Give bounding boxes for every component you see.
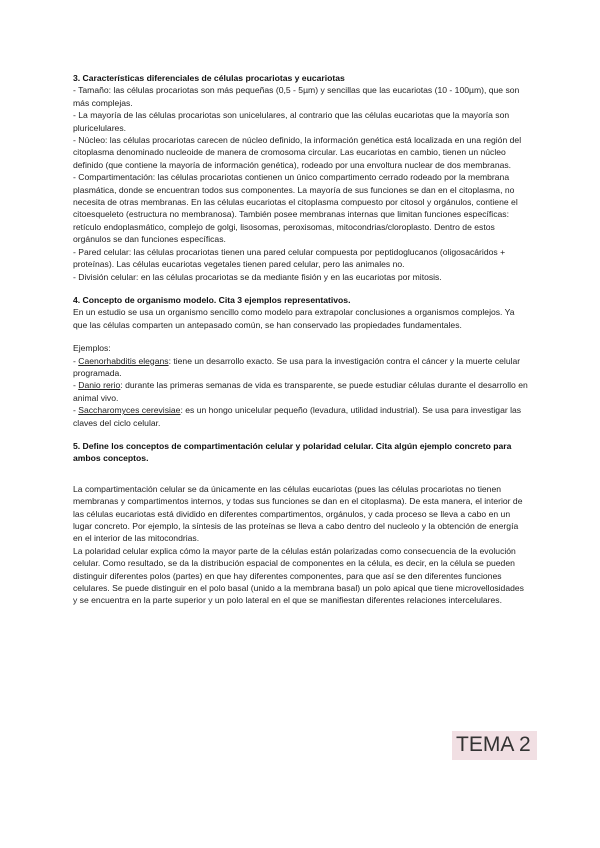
example-text: : es un hongo unicelular pequeño (levadura, utilidad industrial). Se usa para investigar las claves del ciclo celular. <box>73 405 522 428</box>
s3-item-compartments: - Compartimentación: las células procariotas contienen un único compartimento cerrado rodeado por la membrana plasmática, donde se encuentran todos sus componentes. La mayoría de sus funciones se dan en el citoplasma, no necesita de otras membranas. En las células eucariotas el citoplasma compuesto por citosol y orgánulos, contiene el citoesqueleto (estructura no membranosa). También posee membranas internas que limitan funciones específicas: retículo endoplasmático, complejo de golgi, lisosomas, peroxisomas, mitocondrias/cloroplasto. Dentro de estos orgánulos se dan funciones específicas. <box>73 172 518 245</box>
species-name: Caenorhabditis elegans <box>78 355 169 366</box>
s5-polarity-paragraph: La polaridad celular explica cómo la mayor parte de la células están polarizadas como consecuencia de la evolución celular. Como resultado, se da la distribución espacial de componentes en la célula, es decir, en la célula se pueden distinguir diferentes polos (partes) en que hay diferentes componentes, para que así se den diferentes funciones celulares. Se puede distinguir en el polo basal (unido a la membrana basal) un polo apical que tiene microvellosidades y se encuentra en la parte superior y un polo lateral en el que se manifiestan diferentes relaciones intercelulares. <box>73 545 524 606</box>
s4-example-saccharomyces <box>73 404 528 429</box>
example-bullet: - <box>73 405 79 416</box>
section-3-heading: 3. Características diferenciales de células procariotas y eucariotas <box>73 73 345 83</box>
section-4-heading: 4. Concepto de organismo modelo. Cita 3 ejemplos representativos. <box>73 294 351 305</box>
species-name: Saccharomyces cerevisiae <box>78 405 181 416</box>
s4-examples-label: Ejemplos: <box>73 343 111 354</box>
s3-item-nucleus: - Núcleo: las células procariotas carecen de núcleo definido, la información genética está localizada en una región del citoplasma denominado nucleoide de manera de cromosoma circular. Las eucariotas en cambio, tienen un núcleo definido (que contiene la mayoría de información genética), rodeado por una envoltura nuclear de dos membranas. <box>73 135 522 170</box>
s5-compartmentation-paragraph: La compartimentación celular se da únicamente en las células eucariotas (pues las células procariotas no tienen membranas y compartimentos internos, y todas sus funciones se dan en el citoplasma). De esta manera, el interior de las células eucariotas está dividido en diferentes compartimentos, orgánulos, y cada proceso se lleva a cabo en un lugar concreto. Por ejemplo, la síntesis de las proteínas se lleva a cabo dentro del nucleolo y la obtención de energía en el interior de las mitocondrias. <box>73 483 523 544</box>
section-5-heading: 5. Define los conceptos de compartimentación celular y polaridad celular. Cita algún ejemplo concreto para ambos conceptos. <box>73 440 512 464</box>
s4-example-celegans <box>73 355 528 380</box>
species-name: Danio rerio <box>78 380 121 391</box>
s4-intro: En un estudio se usa un organismo sencillo como modelo para extrapolar conclusiones a organismos complejos. Ya que las células comparten un antepasado común, se han conservado las propiedades fundamentales. <box>73 307 515 330</box>
example-text: : durante las primeras semanas de vida es transparente, se puede estudiar células durante el desarrollo en animal vivo. <box>73 380 528 403</box>
s3-item-cellularity: - La mayoría de las células procariotas son unicelulares, al contrario que las células eucariotas que la mayoría son pluricelulares. <box>73 110 510 133</box>
s4-example-danio <box>73 379 528 404</box>
s3-item-size: - Tamaño: las células procariotas son más pequeñas (0,5 - 5µm) y sencillas que las eucariotas (10 - 100µm), que son más complejas. <box>73 85 520 108</box>
s3-item-cell-wall: - Pared celular: las células procariotas tienen una pared celular compuesta por peptidoglucanos (oligosacáridos + proteínas). Las células eucariotas vegetales tienen pared celular, pero las animales no. <box>73 246 506 270</box>
topic-tag: TEMA 2 <box>452 731 537 760</box>
s3-item-division: - División celular: en las células procariotas se da mediante fisión y en las eucariotas por mitosis. <box>73 271 442 282</box>
example-text: : tiene un desarrollo exacto. Se usa para la investigación contra el cáncer y la muerte celular programada. <box>73 355 521 378</box>
example-bullet: - <box>73 355 79 366</box>
document-body <box>73 72 528 607</box>
example-bullet: - <box>73 380 79 391</box>
